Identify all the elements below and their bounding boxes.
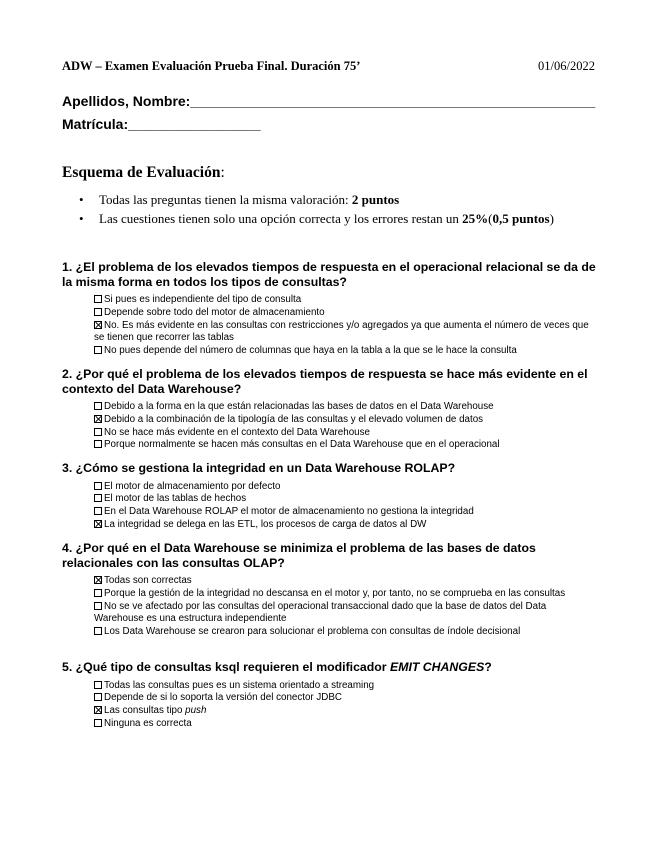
checkbox-icon[interactable] [94, 482, 102, 490]
option-item[interactable] [94, 481, 597, 494]
option-item[interactable] [94, 626, 597, 639]
checkbox-icon[interactable] [94, 440, 102, 448]
option-item[interactable] [94, 519, 597, 532]
option-text: Debido a la forma en la que están relacionadas las bases de datos en el Data Warehouse [104, 401, 494, 412]
exam-date: 01/06/2022 [538, 59, 595, 73]
option-item[interactable] [94, 692, 597, 705]
question-title: 3. ¿Cómo se gestiona la integridad en un Data Warehouse ROLAP? [62, 461, 456, 475]
option-text: Los Data Warehouse se crearon para solucionar el problema con consultas de índole decisional [104, 626, 521, 638]
question-3 [62, 461, 597, 532]
question-5 [62, 660, 597, 731]
option-text: No se hace más evidente en el contexto del Data Warehouse [104, 426, 370, 438]
option-item[interactable] [94, 506, 597, 519]
option-item[interactable] [94, 401, 597, 414]
option-item[interactable] [94, 307, 597, 320]
option-text: No. Es más evidente en las consultas con restricciones y/o agregados ya que aumenta el número de veces que se tienen que recorrer las tablas [94, 319, 589, 344]
exam-title: ADW – Examen Evaluación Prueba Final. Duración 75’ [62, 59, 361, 73]
option-item[interactable] [94, 718, 597, 731]
checkbox-icon[interactable] [94, 681, 102, 689]
option-text: Porque normalmente se hacen más consultas en el Data Warehouse que en el operacional [104, 439, 500, 451]
option-list [62, 575, 597, 639]
matricula-field[interactable]: Matrícula:_________________ [62, 116, 261, 132]
checkbox-icon[interactable] [94, 494, 102, 502]
question-title-prefix: 5. ¿Qué tipo de consultas ksql requieren el modificador [62, 660, 390, 674]
rule-text: Las cuestiones tienen solo una opción correcta y los errores restan un [99, 211, 459, 226]
checkbox-icon[interactable] [94, 719, 102, 727]
rule-percent: 25% [462, 211, 489, 226]
option-text: El motor de las tablas de hechos [104, 493, 247, 505]
checkbox-icon[interactable] [94, 693, 102, 701]
option-item[interactable] [94, 575, 597, 588]
option-text: Depende sobre todo del motor de almacenamiento [104, 306, 325, 318]
option-item[interactable] [94, 680, 597, 693]
option-text: Porque la gestión de la integridad no descansa en el motor y, por tanto, no se comprueba en las consultas [104, 587, 566, 599]
option-text: El motor de almacenamiento por defecto [104, 480, 281, 492]
rule-paren-close: ) [549, 211, 554, 226]
checkbox-icon[interactable] [94, 295, 102, 303]
option-item[interactable] [94, 414, 597, 427]
rule-item [79, 209, 554, 228]
option-text: En el Data Warehouse ROLAP el motor de almacenamiento no gestiona la integridad [104, 506, 474, 518]
rule-paren-open: ( [488, 211, 493, 226]
option-list [62, 401, 597, 452]
question-title: 1. ¿El problema de los elevados tiempos de respuesta en el operacional relacional se da de la misma forma en todos los tipos de consultas? [62, 260, 596, 289]
rule-points: 2 puntos [351, 192, 400, 207]
evaluation-heading-colon: : [220, 164, 225, 181]
checkbox-icon[interactable] [94, 507, 102, 515]
option-text: Todas las consultas pues es un sistema orientado a streaming [104, 679, 375, 691]
evaluation-heading-text: Esquema de Evaluación [62, 164, 221, 181]
option-text: No se ve afectado por las consultas del operacional transaccional dado que la base de datos del Data Warehouse es una estructura independiente [94, 600, 547, 625]
checkbox-icon[interactable] [94, 402, 102, 410]
option-text: Si pues es independiente del tipo de consulta [104, 294, 302, 305]
bullet-icon: • [79, 192, 84, 207]
exam-header [62, 59, 595, 77]
option-text: La integridad se delega en las ETL, los procesos de carga de datos al DW [104, 518, 427, 530]
option-item[interactable] [94, 320, 597, 346]
option-text: Depende de si lo soporta la versión del conector JDBC [104, 692, 342, 704]
checked-checkbox-icon[interactable] [94, 520, 102, 528]
name-field[interactable]: Apellidos, Nombre:____________________________________________________ [62, 93, 596, 109]
option-text: Las consultas tipo [104, 705, 186, 717]
checkbox-icon[interactable] [94, 589, 102, 597]
checkbox-icon[interactable] [94, 627, 102, 635]
question-title: 2. ¿Por qué el problema de los elevados tiempos de respuesta se hace más evidente en el contexto del Data Warehouse? [62, 367, 588, 396]
question-title: 4. ¿Por qué en el Data Warehouse se minimiza el problema de las bases de datos relacionales con las consultas OLAP? [62, 541, 536, 570]
question-4 [62, 541, 597, 639]
checked-checkbox-icon[interactable] [94, 415, 102, 423]
checked-checkbox-icon[interactable] [94, 576, 102, 584]
option-item[interactable] [94, 705, 597, 718]
option-text-emphasis: push [185, 705, 207, 717]
checkbox-icon[interactable] [94, 308, 102, 316]
option-item[interactable] [94, 427, 597, 440]
evaluation-heading [62, 164, 225, 182]
option-text: Debido a la combinación de la tipología de las consultas y el elevado volumen de datos [104, 413, 484, 425]
rule-penalty: 0,5 puntos [492, 211, 550, 226]
bullet-icon: • [79, 211, 84, 226]
option-item[interactable] [94, 601, 597, 627]
option-list [62, 294, 597, 358]
checked-checkbox-icon[interactable] [94, 321, 102, 329]
option-item[interactable] [94, 345, 597, 358]
question-title-suffix: ? [484, 660, 492, 674]
option-item[interactable] [62, 588, 597, 601]
question-title-emphasis: EMIT CHANGES [390, 660, 485, 674]
checkbox-icon[interactable] [94, 346, 102, 354]
option-text: No pues depende del número de columnas que haya en la tabla a la que se le hace la consulta [104, 345, 517, 357]
option-item[interactable] [94, 493, 597, 506]
option-text: Ninguna es correcta [104, 717, 192, 729]
option-text: Todas son correctas [104, 575, 192, 586]
question-2 [62, 367, 597, 452]
rule-text: Todas las preguntas tienen la misma valoración: [99, 192, 349, 207]
question-title [62, 660, 597, 675]
evaluation-rules [79, 190, 554, 228]
option-list [62, 481, 597, 532]
option-list [62, 680, 597, 731]
checkbox-icon[interactable] [94, 428, 102, 436]
checked-checkbox-icon[interactable] [94, 706, 102, 714]
checkbox-icon[interactable] [94, 602, 102, 610]
option-item[interactable] [94, 439, 597, 452]
option-item[interactable] [94, 294, 597, 307]
question-1 [62, 260, 597, 358]
rule-item [79, 190, 554, 209]
